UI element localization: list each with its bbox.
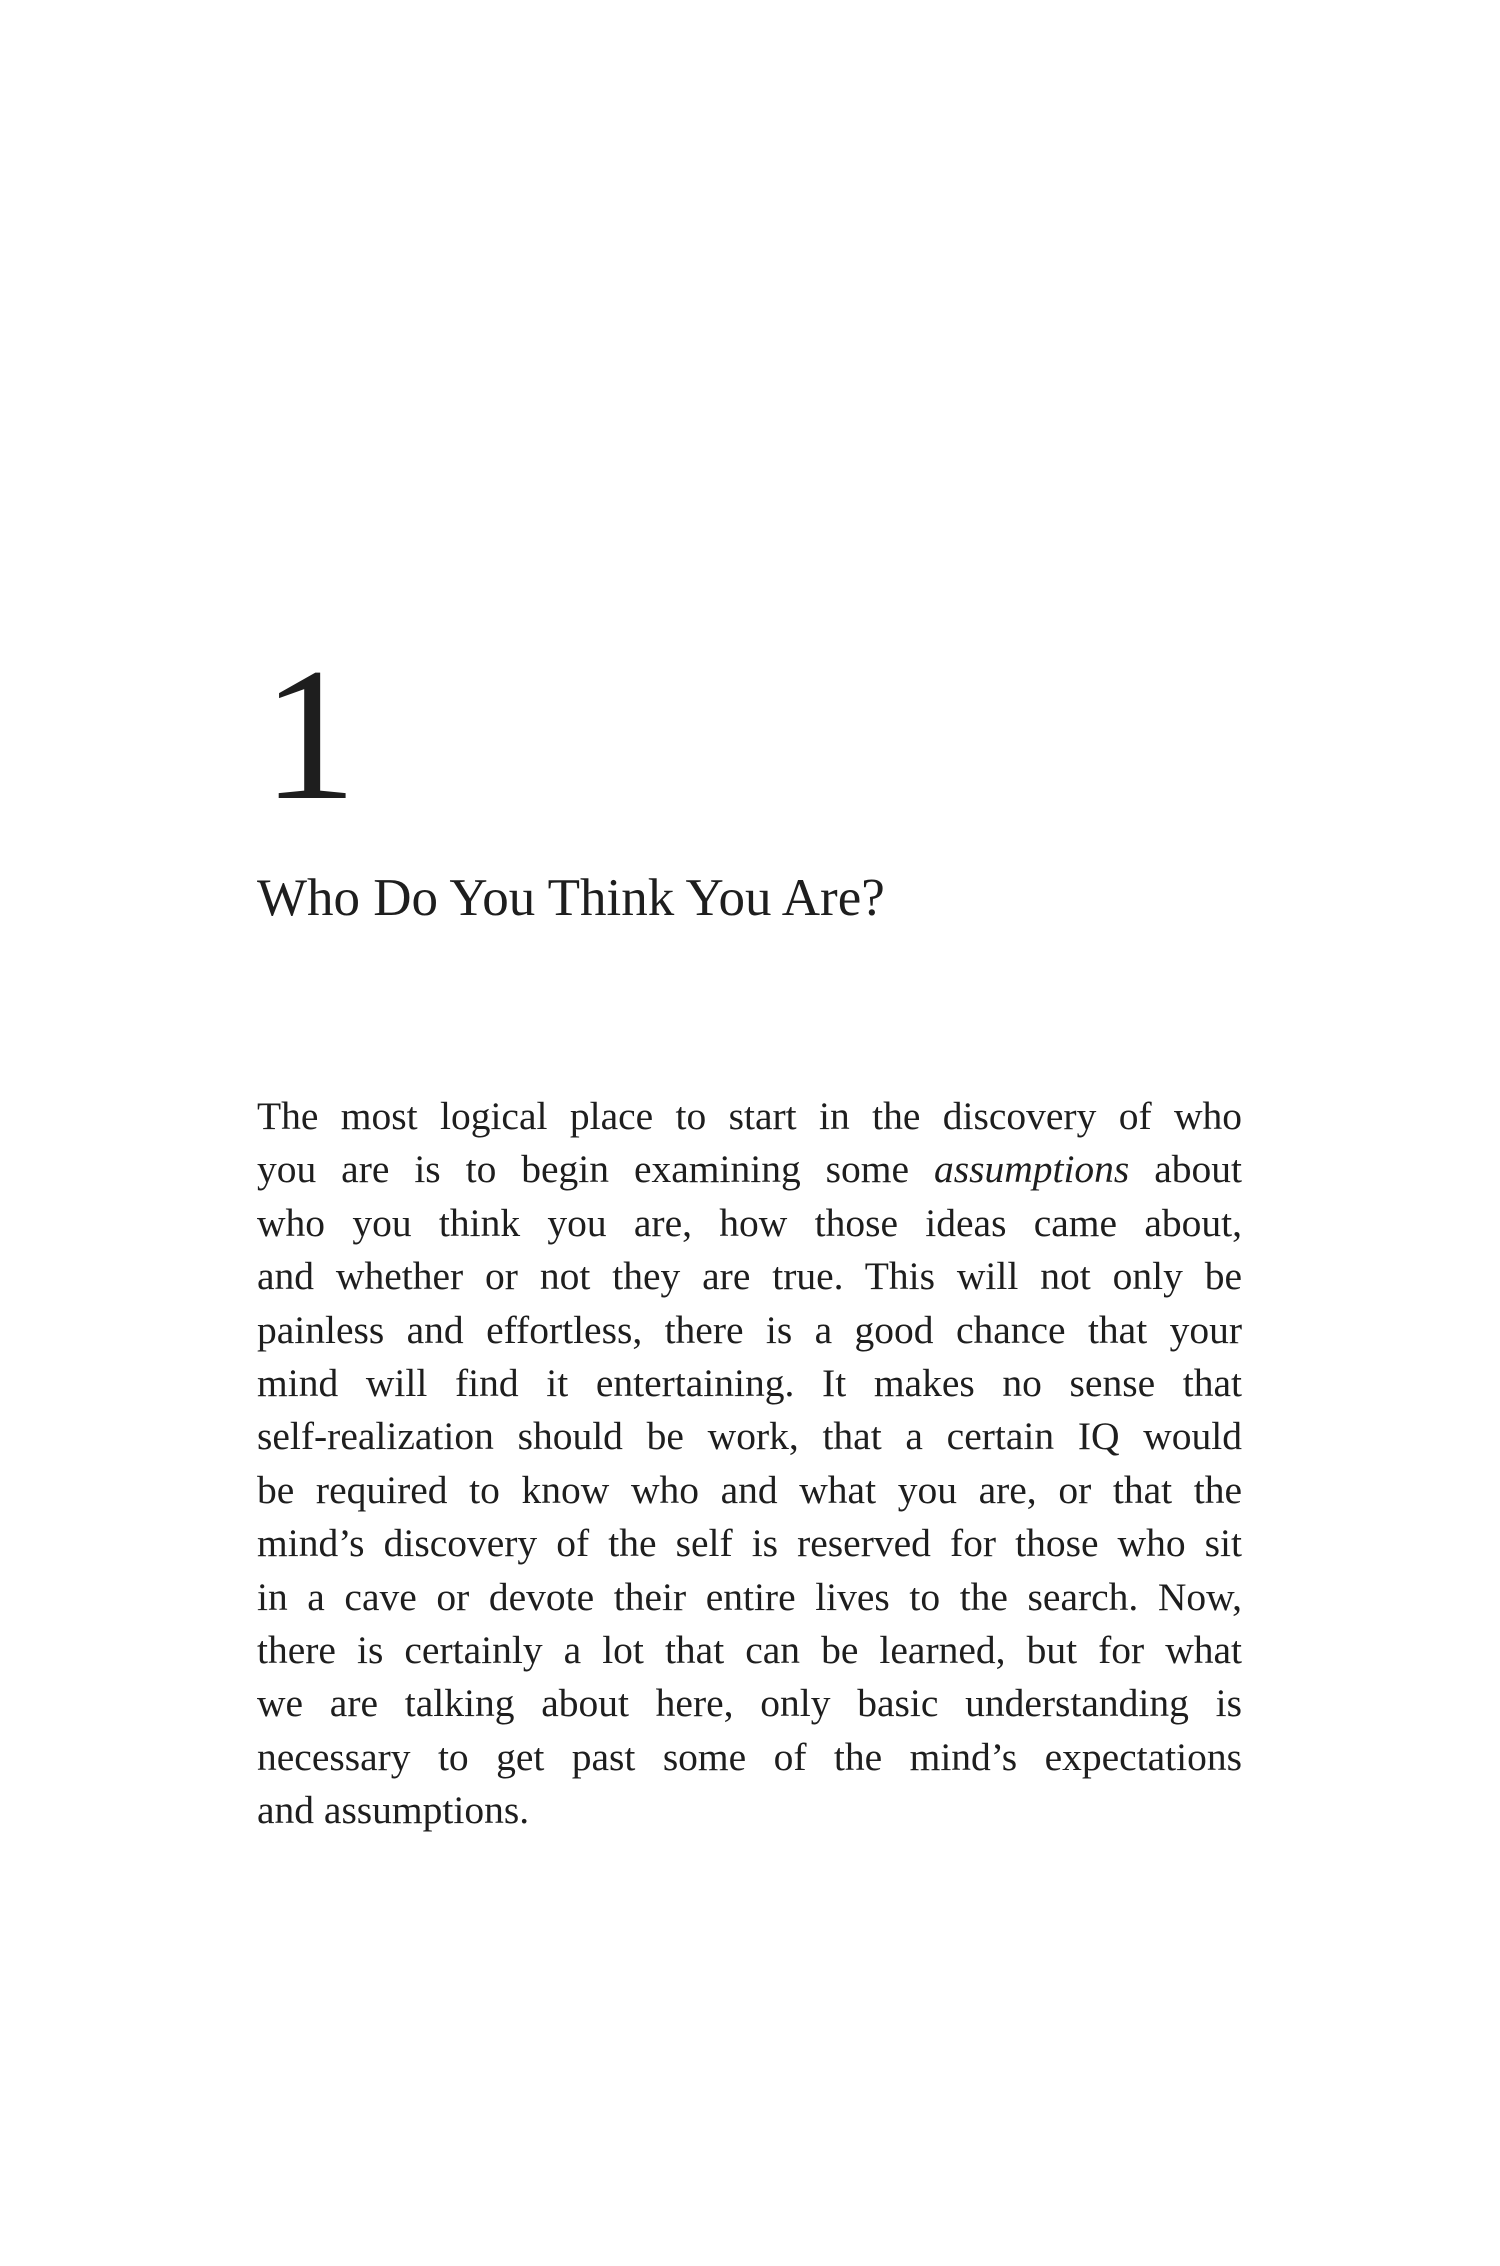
paragraph-line: mind will find it entertaining. It makes no sense that	[257, 1360, 1242, 1405]
paragraph-line: The most logical place to start in the discovery of who	[257, 1094, 1242, 1138]
paragraph-line: mind’s discovery of the self is reserved for those who sit	[257, 1521, 1242, 1566]
paragraph-line: be required to know who and what you are, or that the	[257, 1467, 1242, 1512]
paragraph-line-text: about	[1129, 1147, 1242, 1192]
paragraph-line	[257, 1143, 1242, 1196]
paragraph-line: and whether or not they are true. This will not only be	[257, 1254, 1242, 1299]
paragraph-line: who you think you are, how those ideas came about,	[257, 1200, 1242, 1245]
body-paragraph	[257, 1090, 1242, 1837]
paragraph-line-text: you are is to begin examining some	[257, 1147, 934, 1192]
paragraph-line: and assumptions.	[257, 1788, 530, 1833]
paragraph-line: there is certainly a lot that can be learned, but for what	[257, 1627, 1242, 1672]
paragraph-line: self-realization should be work, that a certain IQ would	[257, 1414, 1242, 1459]
chapter-title: Who Do You Think You Are?	[257, 869, 885, 927]
paragraph-line: in a cave or devote their entire lives to the search. Now,	[257, 1574, 1242, 1619]
paragraph-line: we are talking about here, only basic understanding is	[257, 1681, 1242, 1726]
chapter-number: 1	[262, 630, 357, 840]
paragraph-line: necessary to get past some of the mind’s expectations	[257, 1734, 1242, 1779]
paragraph-line: painless and effortless, there is a good chance that your	[257, 1307, 1242, 1352]
emphasized-word: assumptions	[933, 1147, 1130, 1192]
